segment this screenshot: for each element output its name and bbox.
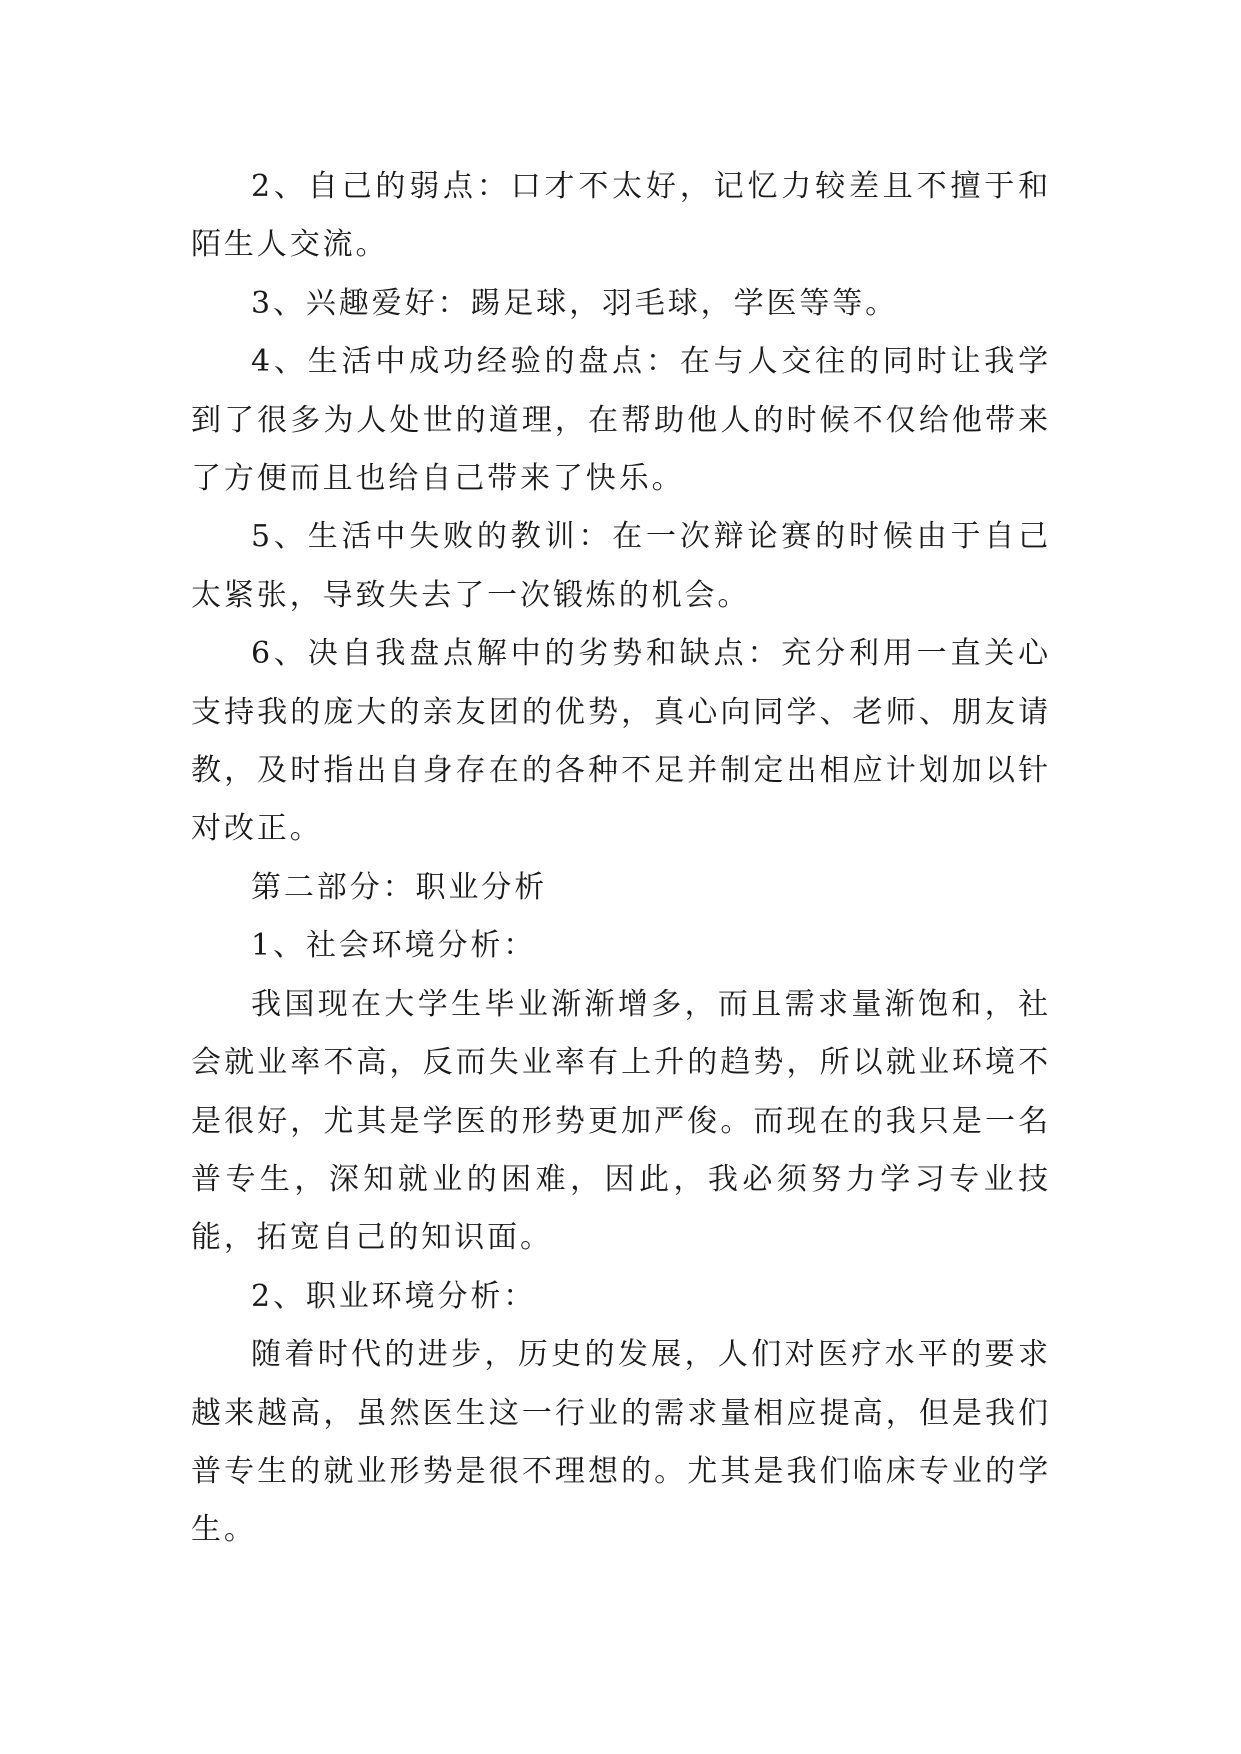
paragraph-career-environment: 随着时代的进步，历史的发展，人们对医疗水平的要求越来越高，虽然医生这一行业的需求量相应提高，但是我们普专生的就业形势是很不理想的。尤其是我们临床专业的学生。 [191,1337,1051,1548]
subheading-social-environment: 1、社会环境分析： [251,928,537,964]
paragraph-success-experience: 4、生活中成功经验的盘点：在与人交往的同时让我学到了很多为人处世的道理，在帮助他人的时候不仅给他带来了方便而且也给自己带来了快乐。 [191,344,1051,497]
paragraph-hobbies: 3、兴趣爱好：踢足球，羽毛球，学医等等。 [251,285,899,321]
section-heading-career-analysis: 第二部分：职业分析 [251,869,548,905]
subheading-career-environment: 2、职业环境分析： [251,1278,537,1314]
document-body [191,158,1051,1560]
paragraph-social-environment: 我国现在大学生毕业渐渐增多，而且需求量渐饱和，社会就业率不高，反而失业率有上升的趋势，所以就业环境不是很好，尤其是学医的形势更加严俊。而现在的我只是一名普专生，深知就业的困难，因此，我必须努力学习专业技能，拓宽自己的知识面。 [191,986,1051,1256]
paragraph-improvement-plan: 6、决自我盘点解中的劣势和缺点：充分利用一直关心支持我的庞大的亲友团的优势，真心向同学、老师、朋友请教，及时指出自身存在的各种不足并制定出相应计划加以针对改正。 [191,636,1051,847]
paragraph-failure-lessons: 5、生活中失败的教训：在一次辩论赛的时候由于自己太紧张，导致失去了一次锻炼的机会。 [191,519,1051,613]
paragraph-weaknesses: 2、自己的弱点：口才不太好，记忆力较差且不擅于和陌生人交流。 [191,169,1051,263]
